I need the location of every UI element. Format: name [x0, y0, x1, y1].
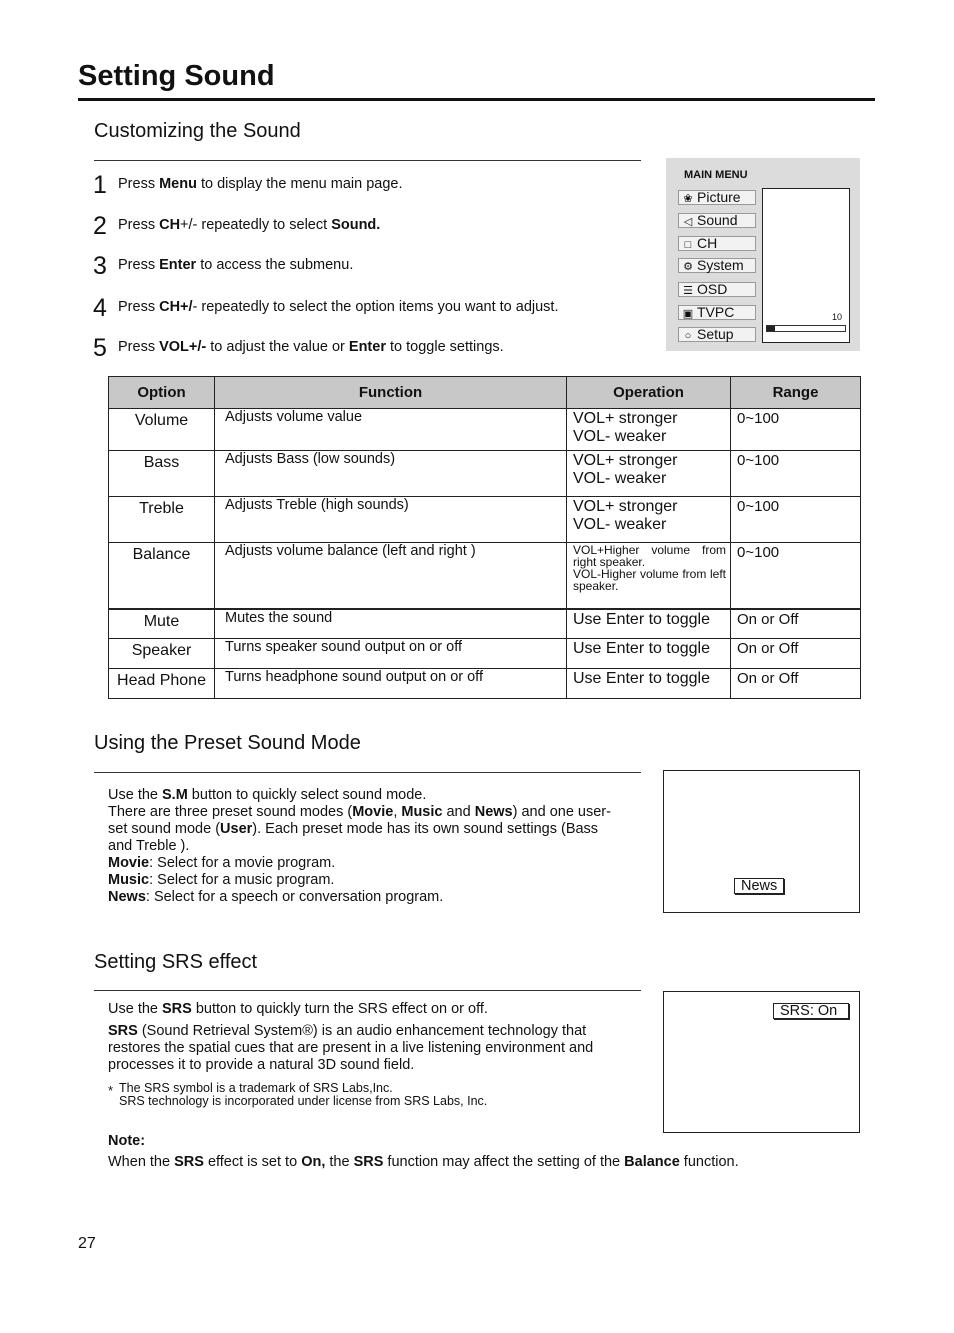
- range-cell: On or Off: [731, 609, 861, 639]
- text-run: and Treble ).: [108, 838, 190, 854]
- table-header-row: [109, 377, 861, 409]
- step-number: 4: [93, 294, 107, 322]
- bold-text: Enter: [159, 257, 197, 273]
- text-run: restores the spatial cues that are present in a live listening environment and: [108, 1040, 594, 1056]
- range-cell: 0~100: [731, 543, 861, 609]
- gear-icon: ⚙: [683, 261, 693, 273]
- operation-line: VOL+ stronger: [573, 452, 678, 469]
- text-run: to access the submenu.: [196, 257, 354, 273]
- table-row: [109, 609, 861, 639]
- preset-line: [108, 855, 641, 872]
- footnote-line: SRS technology is incorporated under license from SRS Labs, Inc.: [119, 1094, 488, 1108]
- text-run: the: [325, 1154, 354, 1170]
- text-run: and: [442, 804, 475, 820]
- option-cell: Speaker: [109, 639, 215, 669]
- text-run: to display the menu main page.: [196, 176, 403, 192]
- step-number: 5: [93, 334, 107, 362]
- osd-item-label: Setup: [697, 326, 734, 342]
- srs-status-label: SRS: On: [773, 1003, 849, 1019]
- bold-text: Sound.: [331, 217, 381, 233]
- operation-line: Use Enter to toggle: [573, 640, 710, 657]
- text-run: set sound mode (: [108, 821, 221, 837]
- text-run: : Select for a movie program.: [149, 855, 336, 871]
- operation-cell: [567, 543, 731, 609]
- bold-text: User: [220, 821, 253, 837]
- text-run: : Select for a music program.: [149, 872, 335, 888]
- bold-text: Balance: [624, 1154, 680, 1170]
- text-run: Press: [118, 176, 160, 192]
- text-run: Press: [118, 299, 160, 315]
- step-text: [118, 176, 403, 192]
- osd-item-system: [678, 258, 756, 273]
- srs-rule: [94, 990, 641, 991]
- operation-line: VOL- weaker: [573, 516, 667, 533]
- range-cell: 0~100: [731, 497, 861, 543]
- osd-level-value: 10: [832, 312, 843, 322]
- table-row: [109, 543, 861, 609]
- operation-line: VOL-Higher volume from left speaker.: [573, 567, 726, 593]
- preset-line: [108, 787, 641, 804]
- text-run: ) and one user-: [512, 804, 611, 820]
- option-cell: Volume: [109, 409, 215, 451]
- text-run: ). Each preset mode has its own sound settings (Bass: [252, 821, 599, 837]
- text-run: Press: [118, 217, 160, 233]
- text-run: effect is set to: [203, 1154, 302, 1170]
- preset-line: [108, 821, 641, 838]
- text-run: function may affect the setting of the: [383, 1154, 625, 1170]
- step-number: 1: [93, 171, 107, 199]
- range-cell: On or Off: [731, 639, 861, 669]
- srs-footnote: [119, 1082, 487, 1108]
- operation-line: VOL- weaker: [573, 470, 667, 487]
- osd-item-label: Picture: [697, 189, 741, 205]
- osd-item-label: CH: [697, 235, 718, 251]
- text-run: button to quickly turn the SRS effect on or off.: [191, 1001, 488, 1017]
- operation-line: VOL+ stronger: [573, 498, 678, 515]
- function-cell: Mutes the sound: [215, 609, 567, 639]
- option-cell: Treble: [109, 497, 215, 543]
- footnote-line: The SRS symbol is a trademark of SRS Labs,Inc.: [119, 1081, 393, 1095]
- text-run: When the: [108, 1154, 175, 1170]
- osd-item-picture: [678, 190, 756, 205]
- text-run: - repeatedly to select the option items you want to adjust.: [192, 299, 559, 315]
- srs-footnote-mark: *: [108, 1083, 114, 1098]
- option-cell: Balance: [109, 543, 215, 609]
- text-run: There are three preset sound modes (: [108, 804, 353, 820]
- text-run: ,: [393, 804, 402, 820]
- speaker-icon: ◁: [683, 216, 693, 228]
- customizing-rule: [94, 160, 641, 161]
- osd-item-label: OSD: [697, 281, 728, 297]
- function-cell: Adjusts Bass (low sounds): [215, 451, 567, 497]
- step-text: [118, 299, 558, 315]
- osd-level-fill: [767, 326, 775, 331]
- table-row: [109, 409, 861, 451]
- bold-text: Music: [108, 872, 150, 888]
- table-row: [109, 497, 861, 543]
- table-body: [109, 409, 861, 699]
- operation-line: VOL- weaker: [573, 428, 667, 445]
- step-number: 2: [93, 212, 107, 240]
- step-number: 3: [93, 252, 107, 280]
- bold-text: CH: [159, 299, 181, 315]
- bold-text: SRS: [174, 1154, 204, 1170]
- tv-icon: □: [684, 239, 692, 251]
- function-cell: Adjusts volume value: [215, 409, 567, 451]
- bold-text: On,: [301, 1154, 326, 1170]
- text-run: - repeatedly to select: [192, 217, 332, 233]
- text-run: (Sound Retrieval System®) is an audio enhancement technology that: [137, 1023, 587, 1039]
- bold-text: News: [108, 889, 146, 905]
- osd-title: MAIN MENU: [684, 169, 748, 181]
- operation-cell: [567, 609, 731, 639]
- srs-intro: [108, 1001, 641, 1018]
- text-run: button to quickly select sound mode.: [187, 787, 427, 803]
- key-icon: ○: [684, 330, 692, 342]
- header-operation: Operation: [567, 377, 731, 409]
- bold-text: Music: [401, 804, 443, 820]
- monitor-icon: ▣: [682, 308, 694, 320]
- osd-item-osd: [678, 282, 756, 297]
- osd-level-bar: [766, 325, 846, 332]
- header-range: Range: [731, 377, 861, 409]
- operation-cell: [567, 451, 731, 497]
- function-cell: Turns headphone sound output on or off: [215, 669, 567, 699]
- osd-item-label: Sound: [697, 212, 738, 228]
- bold-text: +/: [180, 299, 193, 315]
- operation-cell: [567, 497, 731, 543]
- text-run: Use the: [108, 787, 162, 803]
- preset-line: [108, 838, 641, 855]
- text-run: Press: [118, 257, 160, 273]
- operation-line: Use Enter to toggle: [573, 610, 710, 628]
- preset-mode-label: News: [734, 878, 784, 894]
- preset-line: [108, 889, 641, 906]
- preset-line: [108, 804, 641, 821]
- text-run: Use the: [108, 1001, 162, 1017]
- bold-text: Enter: [348, 339, 386, 355]
- range-cell: 0~100: [731, 451, 861, 497]
- note-label: Note:: [108, 1133, 146, 1149]
- osd-item-setup: [678, 327, 756, 342]
- osd-item-label: TVPC: [697, 304, 735, 320]
- range-cell: On or Off: [731, 669, 861, 699]
- preset-heading: Using the Preset Sound Mode: [94, 732, 361, 754]
- bold-text: SRS: [353, 1154, 384, 1170]
- option-cell: Bass: [109, 451, 215, 497]
- operation-cell: [567, 409, 731, 451]
- bold-text: VOL+/-: [159, 339, 207, 355]
- step-text: [118, 339, 504, 355]
- bold-text: SRS: [162, 1001, 192, 1017]
- osd-item-label: System: [697, 257, 744, 273]
- operation-cell: [567, 639, 731, 669]
- range-cell: 0~100: [731, 409, 861, 451]
- operation-line: VOL+Higher volume from right speaker.: [573, 543, 726, 569]
- bold-text: Movie: [108, 855, 150, 871]
- osd-item-tvpc: [678, 305, 756, 320]
- text-run: processes it to provide a natural 3D sound field.: [108, 1057, 415, 1073]
- bold-text: Menu: [159, 176, 197, 192]
- operation-line: Use Enter to toggle: [573, 670, 710, 687]
- title-rule: [78, 98, 875, 101]
- bold-text: News: [474, 804, 513, 820]
- customizing-heading: Customizing the Sound: [94, 120, 301, 142]
- operation-cell: [567, 669, 731, 699]
- header-option: Option: [109, 377, 215, 409]
- srs-desc-line: [108, 1057, 641, 1074]
- step-text: [118, 217, 380, 233]
- osd-item-ch: [678, 236, 756, 251]
- table-row: [109, 639, 861, 669]
- table-row: [109, 451, 861, 497]
- option-cell: Mute: [109, 609, 215, 639]
- preset-description: [108, 787, 641, 906]
- bold-text: SRS: [108, 1023, 138, 1039]
- preset-line: [108, 872, 641, 889]
- text-run: Press: [118, 339, 160, 355]
- text-run: : Select for a speech or conversation program.: [145, 889, 444, 905]
- picture-icon: ❀: [683, 193, 693, 205]
- preset-rule: [94, 772, 641, 773]
- header-function: Function: [215, 377, 567, 409]
- srs-description: [108, 1023, 641, 1074]
- function-cell: Turns speaker sound output on or off: [215, 639, 567, 669]
- bold-text: S.M: [162, 787, 188, 803]
- srs-heading: Setting SRS effect: [94, 951, 258, 973]
- list-icon: ☰: [683, 285, 693, 297]
- srs-note: [108, 1154, 808, 1171]
- page-number: 27: [78, 1235, 96, 1252]
- bold-text: Movie: [352, 804, 394, 820]
- table-row: [109, 669, 861, 699]
- text-run: to adjust the value or: [206, 339, 349, 355]
- function-cell: Adjusts volume balance (left and right ): [215, 543, 567, 609]
- operation-line: VOL+ stronger: [573, 410, 678, 427]
- sound-options-table: [108, 376, 861, 699]
- srs-desc-line: [108, 1040, 641, 1057]
- page-title: Setting Sound: [78, 60, 275, 92]
- function-cell: Adjusts Treble (high sounds): [215, 497, 567, 543]
- step-text: [118, 257, 353, 273]
- srs-desc-line: [108, 1023, 641, 1040]
- osd-item-sound: [678, 213, 756, 228]
- text-run: to toggle settings.: [385, 339, 504, 355]
- bold-text: CH: [159, 217, 181, 233]
- text-run: +/: [180, 217, 193, 233]
- text-run: function.: [679, 1154, 739, 1170]
- option-cell: Head Phone: [109, 669, 215, 699]
